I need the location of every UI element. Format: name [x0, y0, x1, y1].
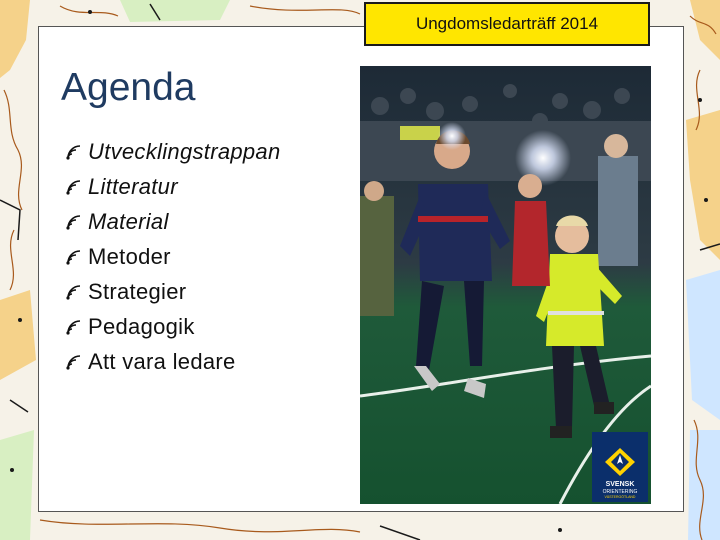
header-banner	[364, 2, 650, 46]
wifi-signal-icon	[64, 353, 86, 371]
agenda-item	[64, 344, 281, 379]
agenda-item-text: Att vara ledare	[88, 348, 236, 374]
agenda-item	[64, 169, 281, 204]
agenda-item-text: Pedagogik	[88, 313, 195, 339]
agenda-item-text: Metoder	[88, 243, 171, 269]
logo-line-2: ORIENTERING	[602, 489, 638, 495]
agenda-item	[64, 309, 281, 344]
agenda-item	[64, 274, 281, 309]
wifi-signal-icon	[64, 143, 86, 161]
compass-logo-icon	[603, 446, 637, 478]
wifi-signal-icon	[64, 248, 86, 266]
agenda-list	[64, 134, 281, 379]
agenda-item	[64, 204, 281, 239]
wifi-signal-icon	[64, 213, 86, 231]
agenda-item-text: Utvecklingstrappan	[88, 138, 281, 164]
agenda-item-text: Litteratur	[88, 173, 178, 199]
agenda-item-text: Strategier	[88, 278, 187, 304]
svensk-orientering-logo	[592, 432, 648, 502]
slide-title: Agenda	[61, 66, 196, 109]
logo-line-3: VÄSTERGÖTLAND	[604, 495, 636, 499]
agenda-item-text: Material	[88, 208, 169, 234]
banner-text: Ungdomsledarträff 2014	[415, 14, 599, 33]
agenda-item	[64, 239, 281, 274]
wifi-signal-icon	[64, 178, 86, 196]
agenda-item	[64, 134, 281, 169]
wifi-signal-icon	[64, 283, 86, 301]
wifi-signal-icon	[64, 318, 86, 336]
logo-line-1: SVENSK	[605, 481, 635, 488]
